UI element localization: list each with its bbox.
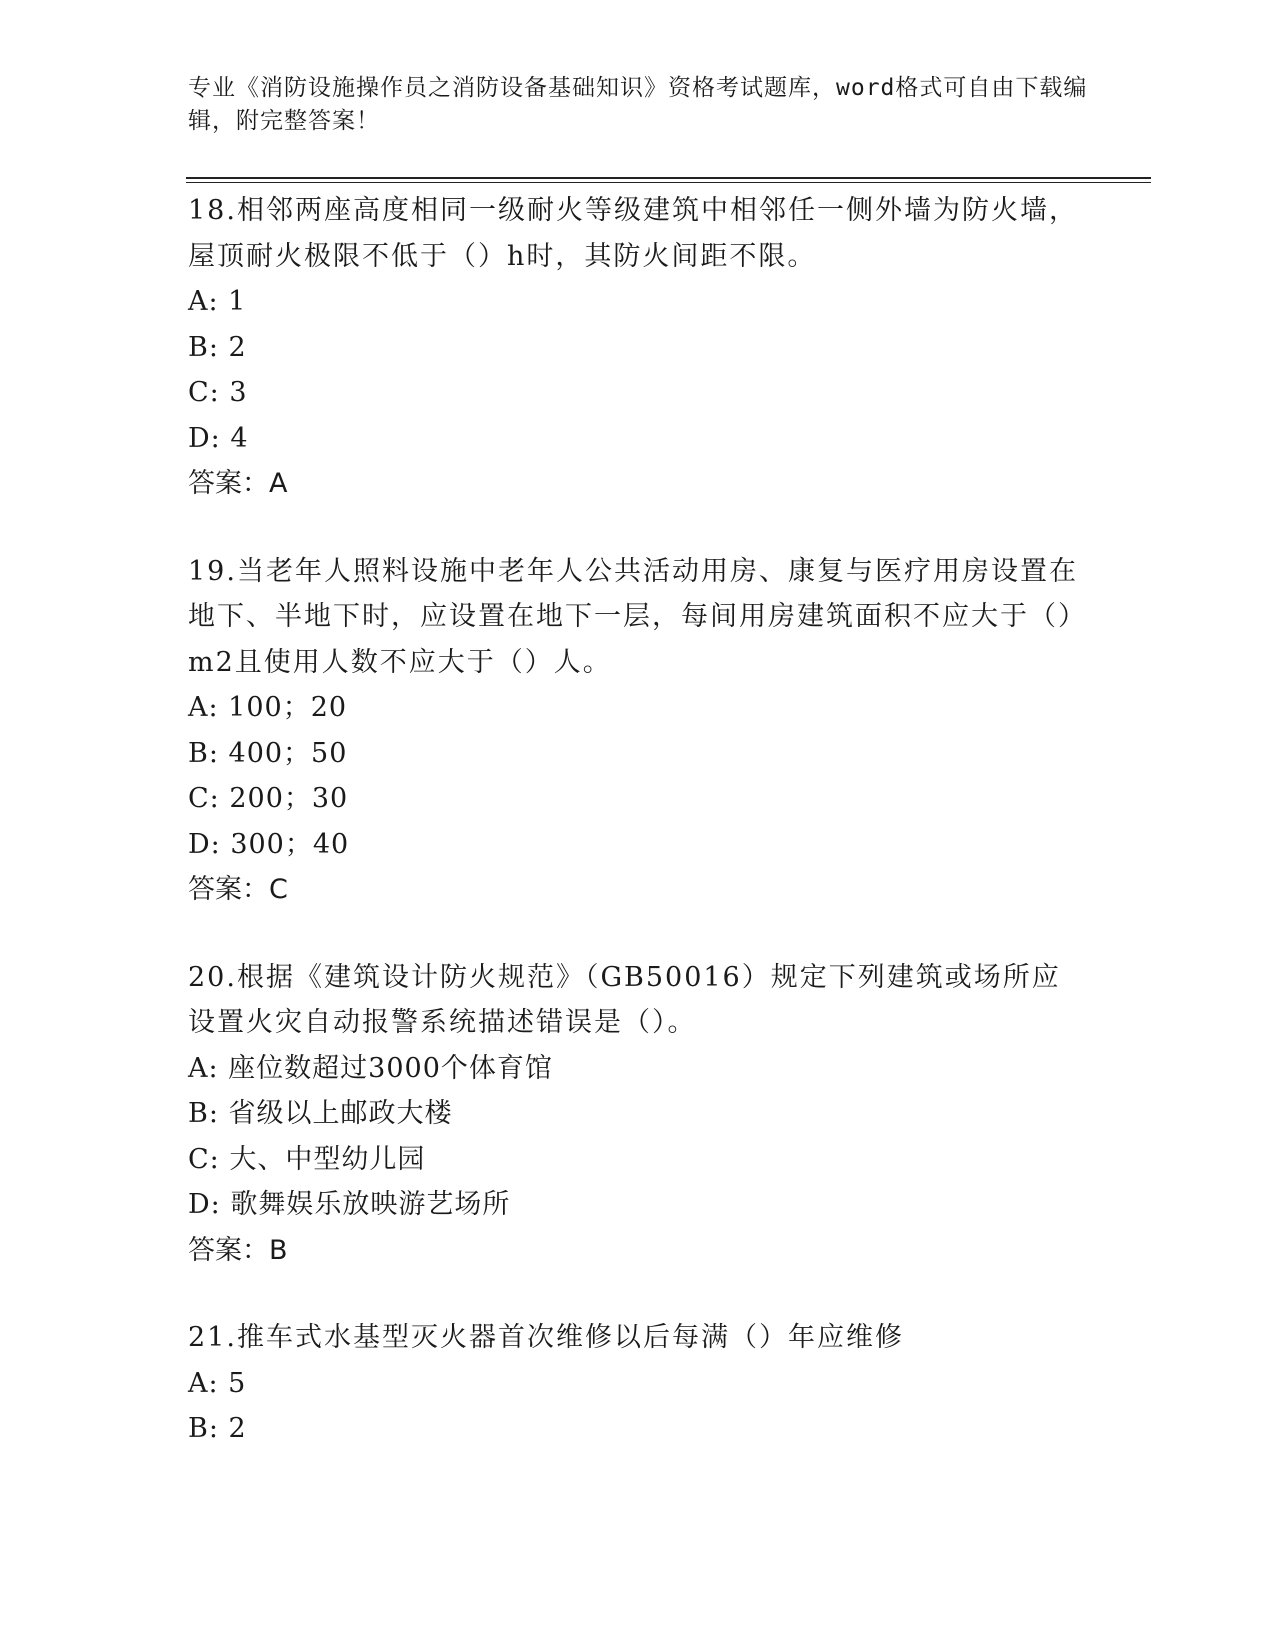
- header-divider-thick: [186, 177, 1151, 179]
- option-b: B: 2: [188, 1413, 247, 1444]
- option-a: A: 1: [188, 286, 247, 317]
- header-divider-thin: [186, 182, 1151, 183]
- option-c: C: 3: [188, 377, 248, 408]
- option-b: B: 省级以上邮政大楼: [188, 1098, 453, 1129]
- question-stem: 21.推车式水基型灭火器首次维修以后每满（）年应维修: [188, 1322, 904, 1353]
- option-a: A: 100；20: [188, 692, 348, 723]
- question-stem: 19.当老年人照料设施中老年人公共活动用房、康复与医疗用房设置在地下、半地下时，应设置在地下一层，每间用房建筑面积不应大于（）m2且使用人数不应大于（）人。: [188, 555, 1087, 678]
- option-a: A: 座位数超过3000个体育馆: [188, 1052, 553, 1084]
- question-20: [188, 955, 1088, 1274]
- question-stem: 20.根据《建筑设计防火规范》（GB50016）规定下列建筑或场所应设置火灾自动报警系统描述错误是（）。: [188, 961, 1061, 1038]
- option-d: D: 歌舞娱乐放映游艺场所: [188, 1189, 511, 1220]
- option-c: C: 200；30: [188, 783, 349, 814]
- question-list: [188, 188, 1088, 1494]
- document-header: 专业《消防设施操作员之消防设备基础知识》资格考试题库，word格式可自由下载编辑，附完整答案！: [188, 75, 1088, 134]
- question-18: [188, 188, 1088, 507]
- question-stem: 18.相邻两座高度相同一级耐火等级建筑中相邻任一侧外墙为防火墙，屋顶耐火极限不低于（）h时，其防火间距不限。: [188, 195, 1078, 272]
- option-b: B: 2: [188, 331, 247, 363]
- option-d: D: 4: [188, 422, 249, 454]
- answer-text: 答案：B: [188, 1234, 288, 1266]
- question-19: [188, 549, 1088, 913]
- option-c: C: 大、中型幼儿园: [188, 1143, 426, 1175]
- option-d: D: 300；40: [188, 828, 350, 860]
- option-a: A: 5: [188, 1367, 247, 1399]
- answer-text: 答案：A: [188, 468, 288, 499]
- option-b: B: 400；50: [188, 737, 348, 769]
- question-21: [188, 1315, 1088, 1452]
- answer-text: 答案：C: [188, 874, 288, 905]
